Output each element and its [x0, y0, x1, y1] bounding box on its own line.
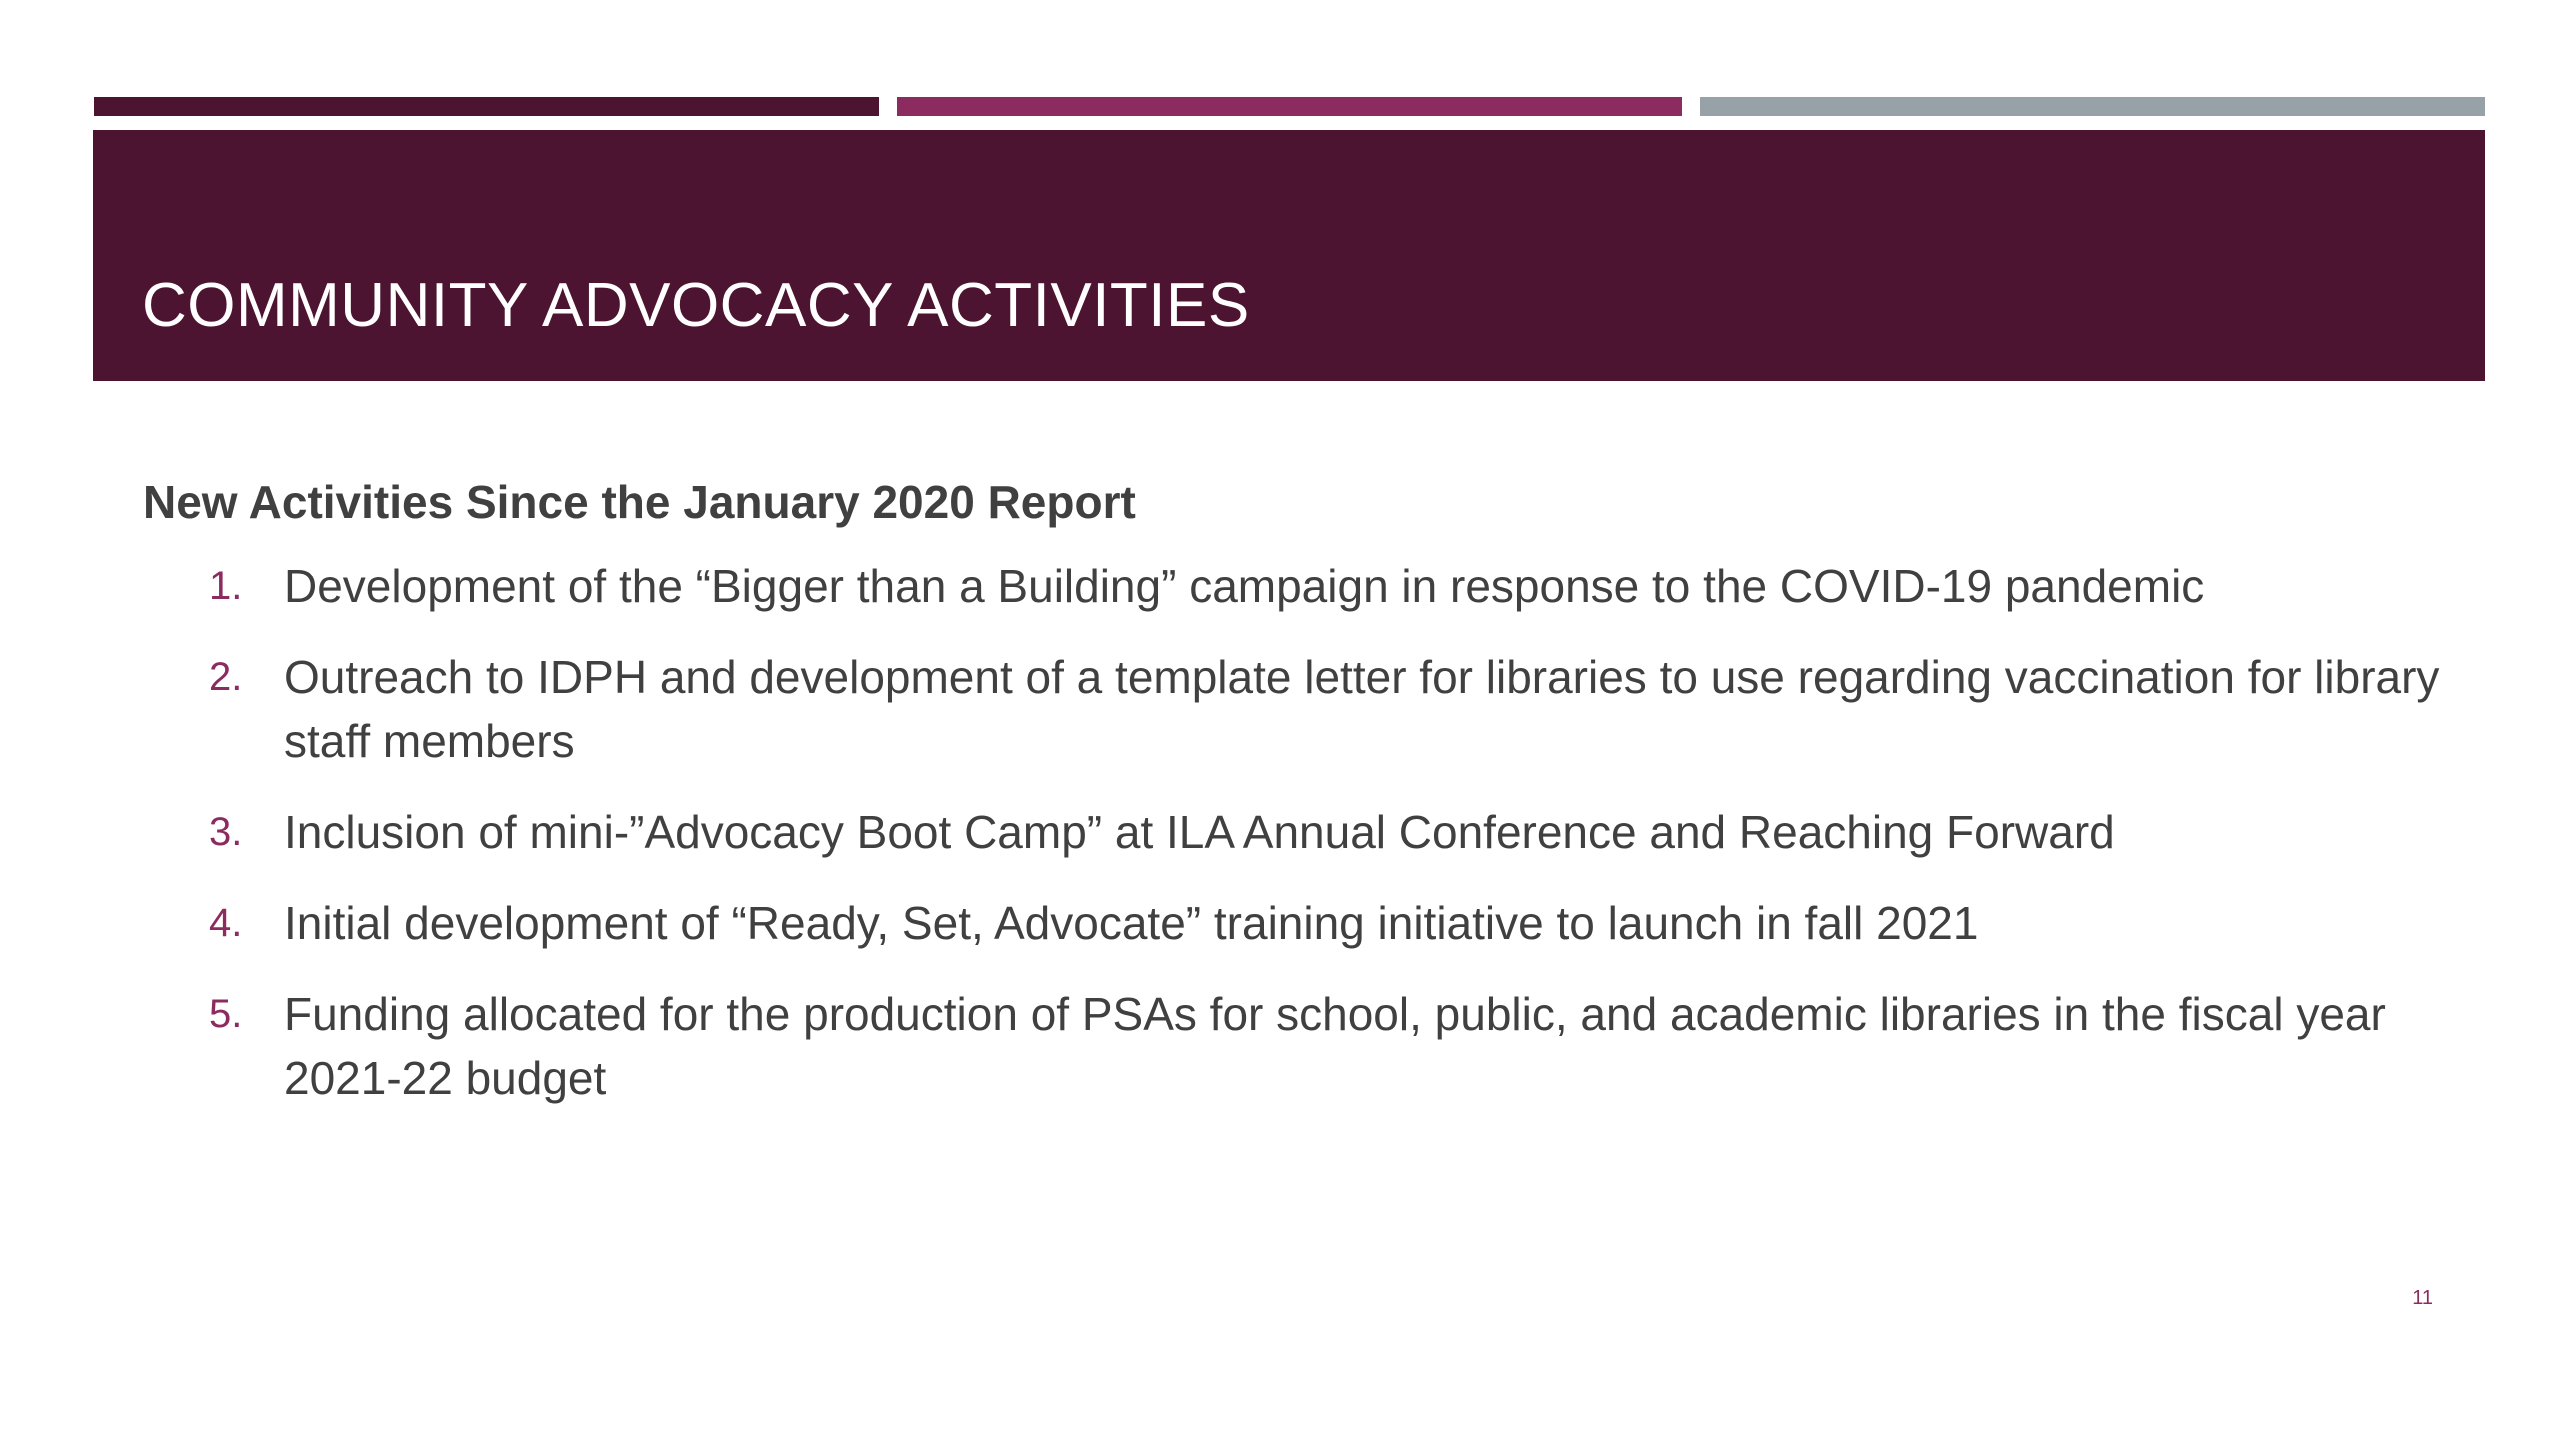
accent-bar-neutral [1700, 97, 2485, 116]
list-item-text: Initial development of “Ready, Set, Advocate” training initiative to launch in fall 2021 [284, 897, 1979, 949]
list-item [143, 554, 2443, 618]
list-item [143, 982, 2443, 1110]
list-item [143, 891, 2443, 955]
list-item-number: 2. [209, 655, 243, 699]
accent-bar-primary [94, 97, 879, 116]
page-number: 11 [2412, 1287, 2433, 1309]
list-item-number: 1. [209, 564, 243, 608]
title-band [93, 130, 2485, 381]
list-item-number: 5. [209, 992, 243, 1036]
list-item-text: Development of the “Bigger than a Building” campaign in response to the COVID-19 pandemic [284, 560, 2205, 612]
list-item-text: Funding allocated for the production of PSAs for school, public, and academic libraries in the fiscal year 2021-22 budget [284, 988, 2386, 1104]
activity-list [143, 554, 2443, 1110]
list-item [143, 645, 2443, 773]
accent-bar-accent [897, 97, 1682, 116]
slide-content [143, 470, 2443, 1137]
list-item-text: Outreach to IDPH and development of a template letter for libraries to use regarding vaccination for library staff members [284, 651, 2440, 767]
list-item-number: 4. [209, 901, 243, 945]
list-item-text: Inclusion of mini-”Advocacy Boot Camp” at ILA Annual Conference and Reaching Forward [284, 806, 2115, 858]
slide-title: COMMUNITY ADVOCACY ACTIVITIES [142, 271, 1250, 340]
section-subheading: New Activities Since the January 2020 Report [143, 476, 1136, 528]
list-item [143, 800, 2443, 864]
list-item-number: 3. [209, 810, 243, 854]
